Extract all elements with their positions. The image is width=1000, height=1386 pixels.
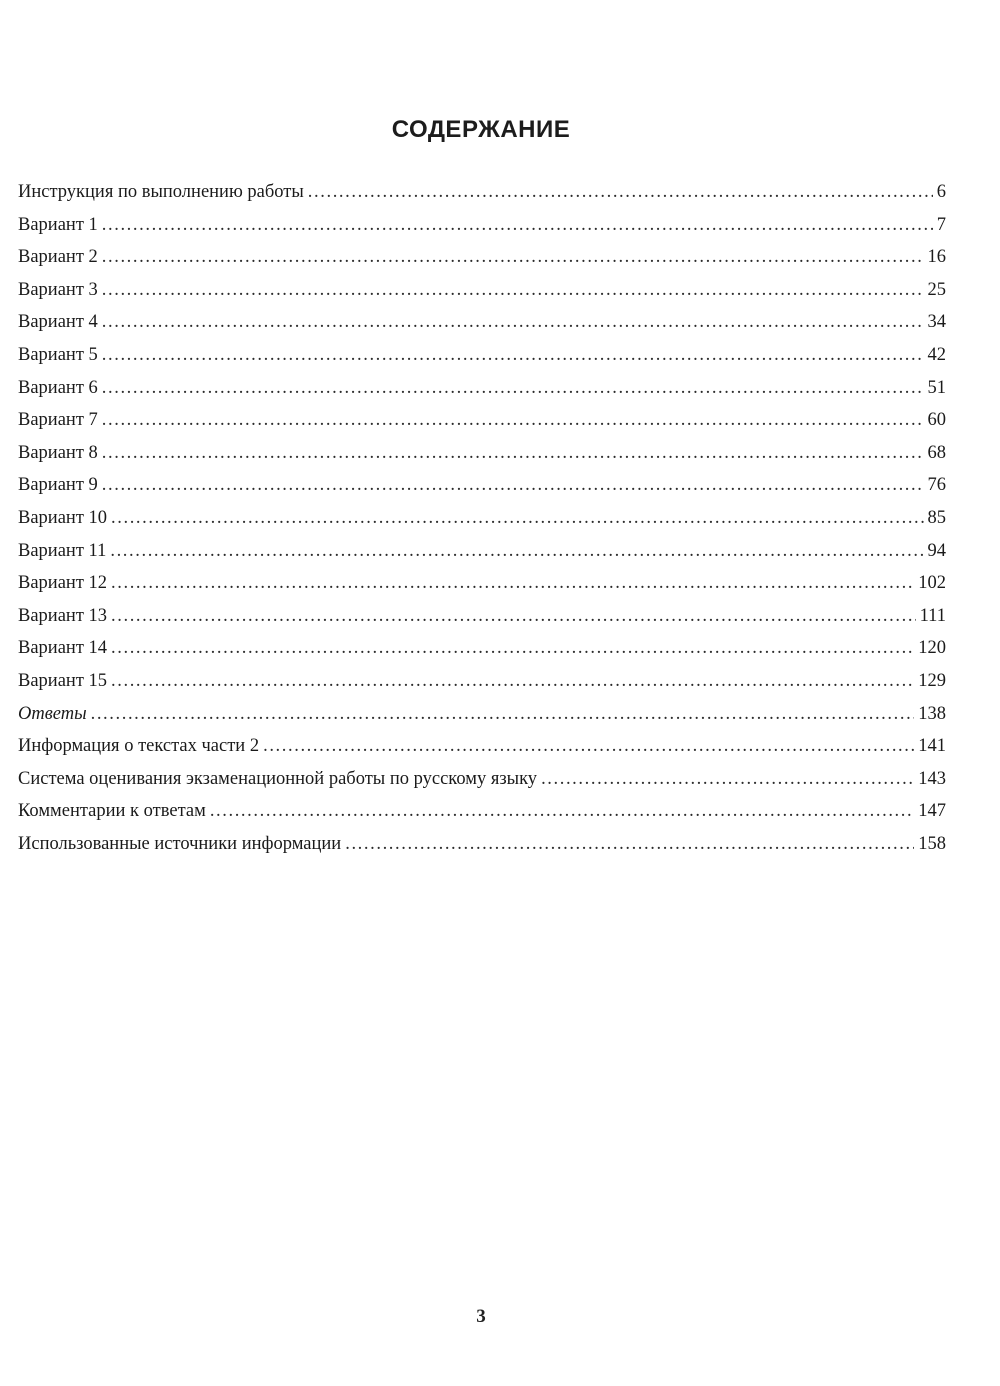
toc-entry-label: Вариант 9 xyxy=(18,475,98,496)
toc-entry[interactable] xyxy=(18,632,946,665)
toc-entry[interactable] xyxy=(18,437,946,470)
toc-leader-dots xyxy=(110,535,923,568)
toc-entry-label: Система оценивания экзаменационной работы по русскому языку xyxy=(18,768,538,789)
toc-entry-label: Вариант 1 xyxy=(18,214,98,235)
toc-entry-page: 16 xyxy=(927,247,946,268)
toc-entry-page: 129 xyxy=(918,670,946,691)
toc-entry-page: 147 xyxy=(918,801,946,822)
toc-entry-page: 143 xyxy=(918,768,946,789)
toc-entry-page: 51 xyxy=(927,377,946,398)
toc-leader-dots xyxy=(102,437,924,470)
toc-leader-dots xyxy=(102,404,924,437)
toc-entry-page: 102 xyxy=(918,573,946,594)
toc-entry-label: Вариант 15 xyxy=(18,670,108,691)
toc-leader-dots xyxy=(102,306,924,339)
toc-entry-label: Вариант 14 xyxy=(18,638,108,659)
toc-entry[interactable] xyxy=(18,730,946,763)
toc-entry[interactable] xyxy=(18,469,946,502)
toc-entry-label: Вариант 10 xyxy=(18,507,108,528)
toc-leader-dots xyxy=(111,502,923,535)
toc-entry-label: Вариант 13 xyxy=(18,605,108,626)
toc-entry-page: 94 xyxy=(927,540,946,561)
toc-entry-page: 68 xyxy=(927,442,946,463)
toc-entry-page: 60 xyxy=(927,410,946,431)
toc-entry-label: Вариант 12 xyxy=(18,573,108,594)
toc-leader-dots xyxy=(541,763,914,796)
toc-entry-label: Ответы xyxy=(18,703,87,724)
toc-entry-label: Вариант 7 xyxy=(18,410,98,431)
table-of-contents xyxy=(18,176,946,860)
toc-entry[interactable] xyxy=(18,795,946,828)
toc-leader-dots xyxy=(111,567,914,600)
toc-entry-label: Вариант 11 xyxy=(18,540,107,561)
toc-leader-dots xyxy=(102,209,933,242)
toc-leader-dots xyxy=(102,339,924,372)
toc-leader-dots xyxy=(111,600,916,633)
toc-entry-page: 6 xyxy=(936,182,946,202)
toc-leader-dots xyxy=(102,469,924,502)
page-title: СОДЕРЖАНИЕ xyxy=(391,116,571,144)
toc-entry-label: Комментарии к ответам xyxy=(18,801,206,822)
toc-entry-label: Инструкция по выполнению работы xyxy=(18,182,304,202)
toc-entry[interactable] xyxy=(18,372,946,405)
toc-entry[interactable] xyxy=(18,306,946,339)
toc-leader-dots xyxy=(102,274,924,307)
toc-leader-dots xyxy=(345,828,914,861)
toc-leader-dots xyxy=(111,632,914,665)
toc-entry-page: 111 xyxy=(919,605,946,626)
toc-entry[interactable] xyxy=(18,567,946,600)
toc-entry-label: Вариант 5 xyxy=(18,344,98,365)
toc-entry-page: 7 xyxy=(936,214,946,235)
toc-leader-dots xyxy=(102,372,924,405)
toc-leader-dots xyxy=(91,698,915,731)
toc-entry-page: 34 xyxy=(927,312,946,333)
toc-entry[interactable] xyxy=(18,176,946,209)
toc-entry-page: 138 xyxy=(918,703,946,724)
toc-leader-dots xyxy=(308,176,933,209)
toc-entry[interactable] xyxy=(18,241,946,274)
toc-entry[interactable] xyxy=(18,535,946,568)
toc-entry[interactable] xyxy=(18,763,946,796)
toc-entry[interactable] xyxy=(18,339,946,372)
toc-entry-page: 120 xyxy=(918,638,946,659)
toc-entry[interactable] xyxy=(18,698,946,731)
toc-entry[interactable] xyxy=(18,828,946,861)
toc-entry-label: Информация о текстах части 2 xyxy=(18,736,260,757)
toc-entry[interactable] xyxy=(18,665,946,698)
toc-entry-label: Вариант 3 xyxy=(18,279,98,300)
toc-leader-dots xyxy=(210,795,914,828)
toc-entry-label: Использованные источники информации xyxy=(18,833,342,854)
toc-entry-page: 25 xyxy=(927,279,946,300)
toc-leader-dots xyxy=(263,730,914,763)
toc-entry[interactable] xyxy=(18,274,946,307)
toc-entry[interactable] xyxy=(18,404,946,437)
toc-entry-page: 85 xyxy=(927,507,946,528)
toc-entry[interactable] xyxy=(18,502,946,535)
page-number: 3 xyxy=(476,1306,486,1327)
toc-entry-page: 76 xyxy=(927,475,946,496)
toc-entry-page: 141 xyxy=(918,736,946,757)
toc-leader-dots xyxy=(111,665,914,698)
toc-entry-label: Вариант 6 xyxy=(18,377,98,398)
toc-entry-label: Вариант 2 xyxy=(18,247,98,268)
toc-entry[interactable] xyxy=(18,209,946,242)
toc-entry-page: 42 xyxy=(927,344,946,365)
toc-entry-label: Вариант 8 xyxy=(18,442,98,463)
toc-leader-dots xyxy=(102,241,924,274)
toc-entry-page: 158 xyxy=(918,833,946,854)
toc-entry[interactable] xyxy=(18,600,946,633)
toc-entry-label: Вариант 4 xyxy=(18,312,98,333)
